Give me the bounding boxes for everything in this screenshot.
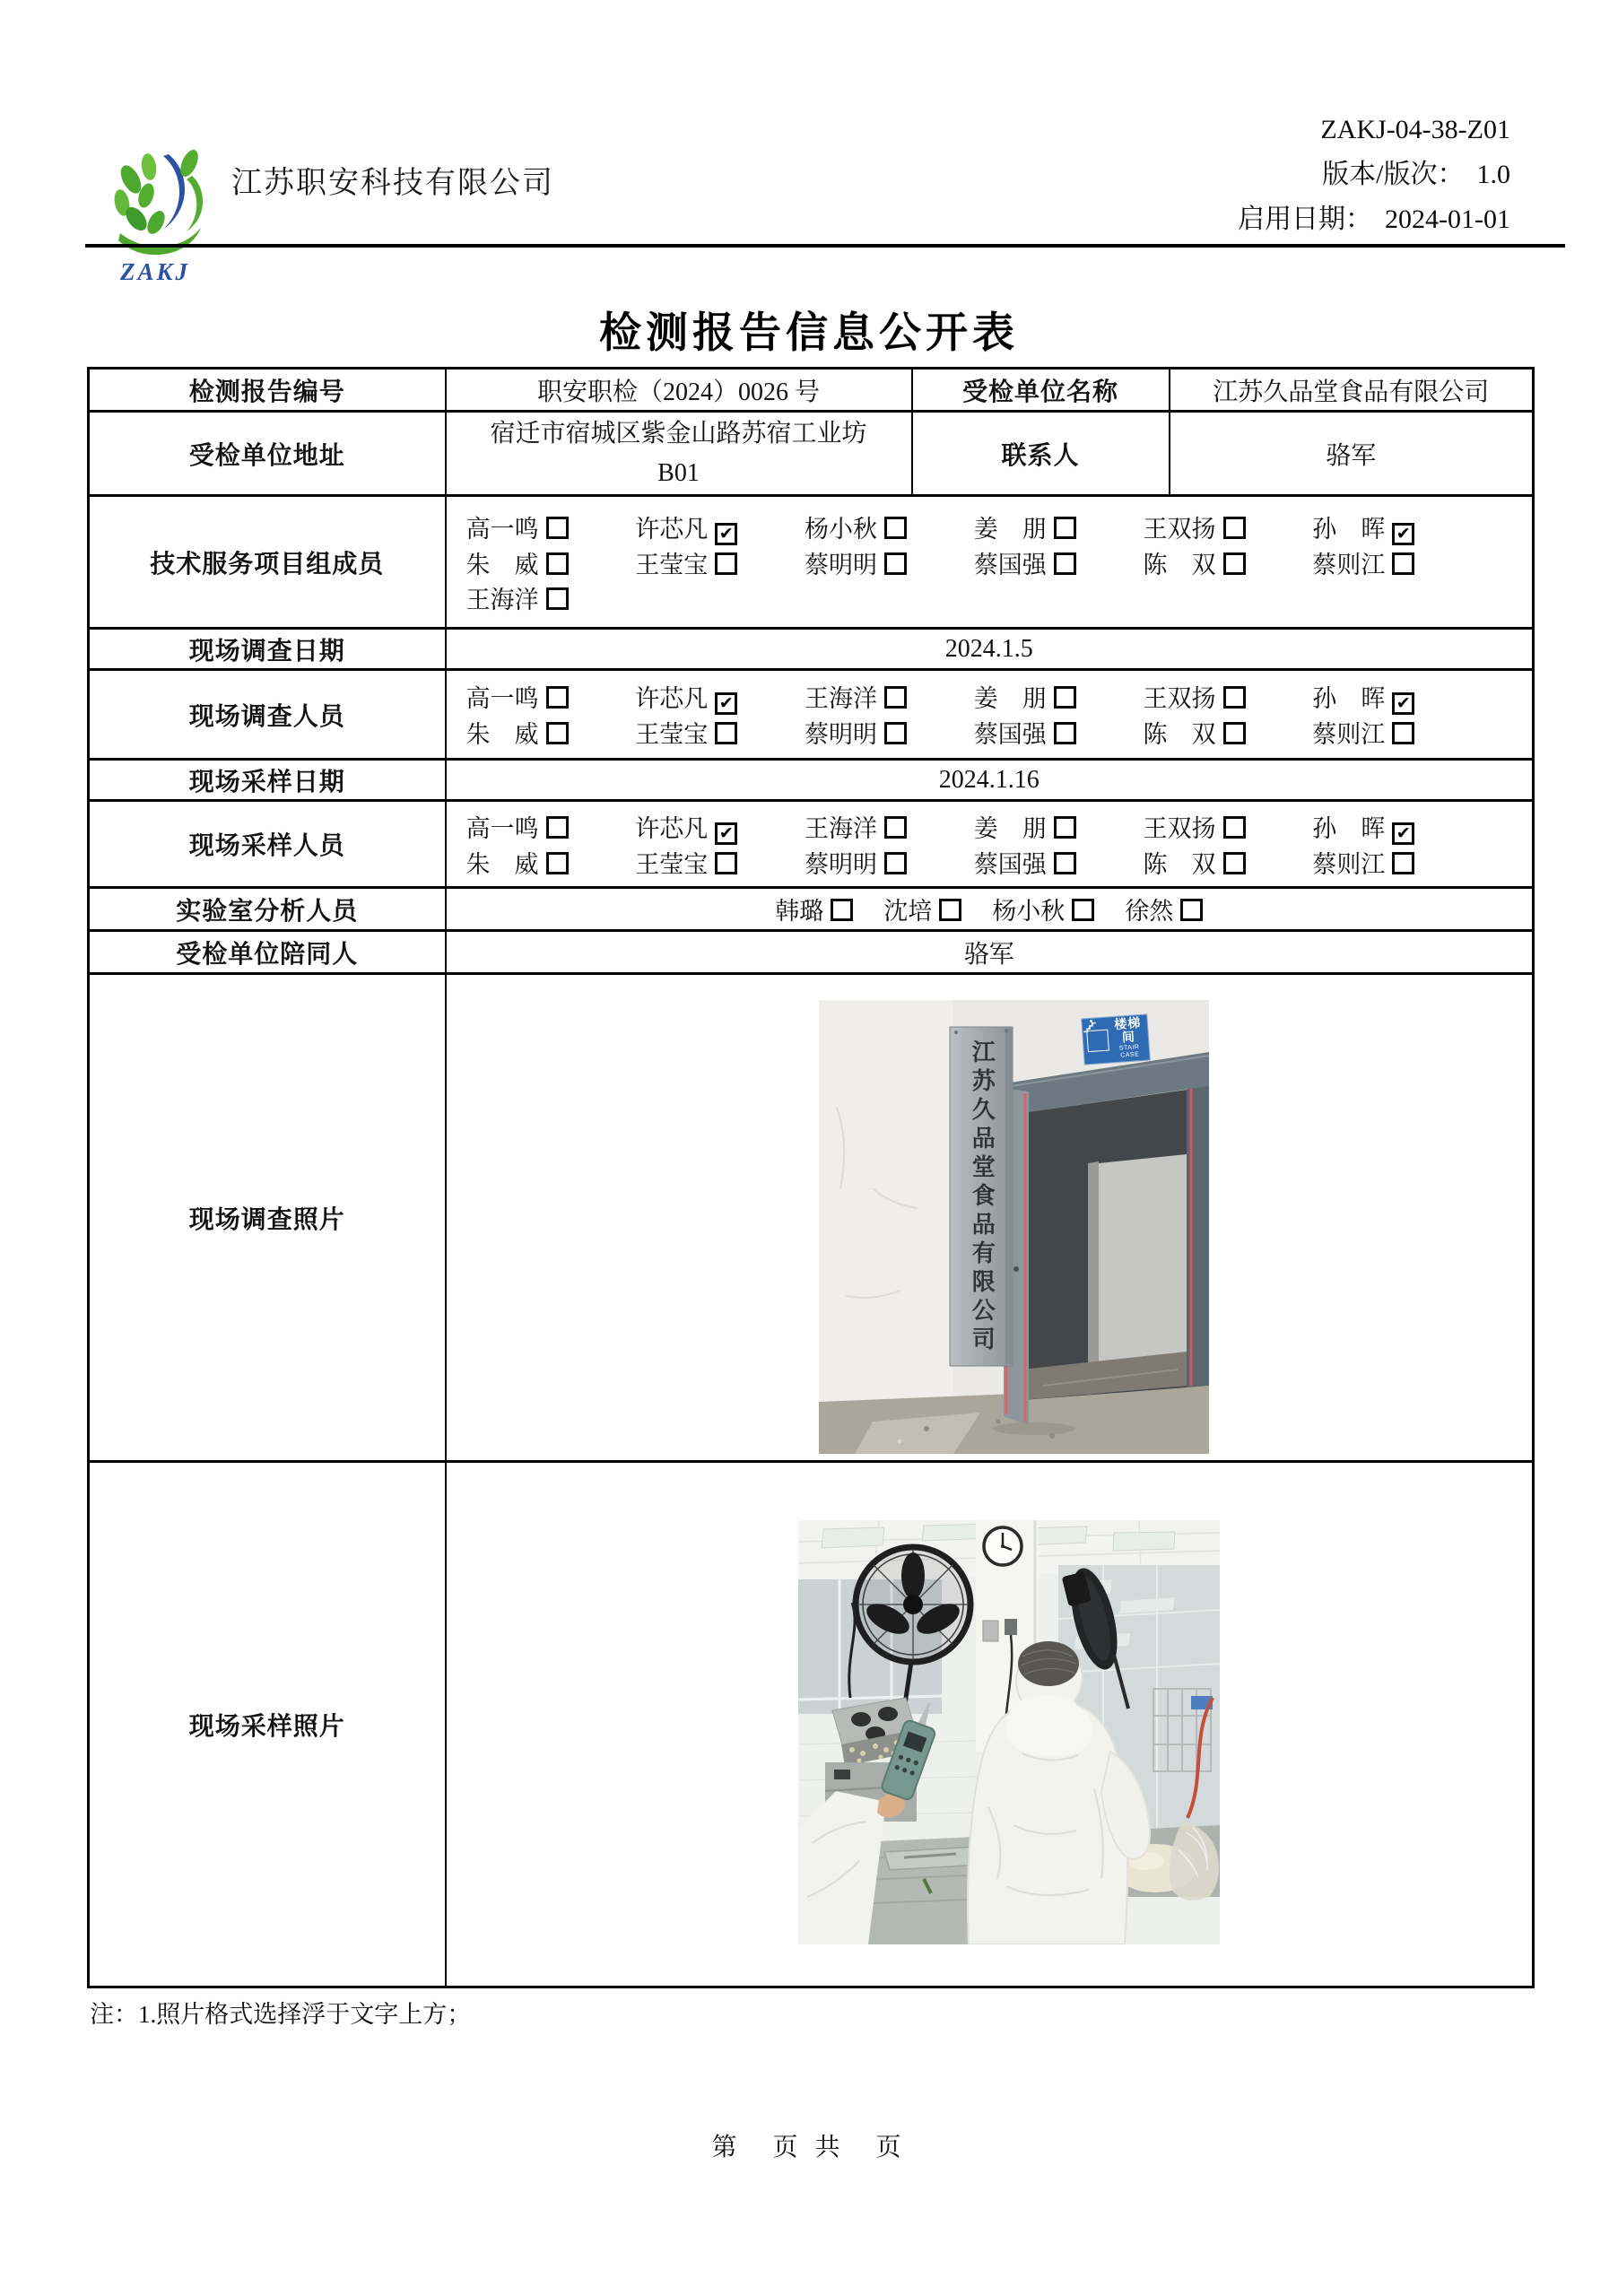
member-item bbox=[1144, 545, 1313, 580]
team-member-list bbox=[447, 509, 1533, 615]
member-item bbox=[635, 509, 805, 545]
member-name: 姜 朋 bbox=[973, 814, 1047, 842]
member-item bbox=[805, 679, 974, 715]
member-item bbox=[466, 545, 636, 580]
checkbox-unchecked-icon[interactable] bbox=[1054, 722, 1076, 744]
survey-date-label: 现场调查日期 bbox=[89, 629, 446, 670]
member-item bbox=[805, 509, 974, 545]
report-no-value: 职安职检（2024）0026 号 bbox=[446, 369, 912, 412]
member-item bbox=[974, 679, 1144, 715]
checkbox-unchecked-icon[interactable] bbox=[1054, 552, 1076, 575]
member-name: 王莹宝 bbox=[635, 551, 709, 578]
member-name: 蔡国强 bbox=[973, 721, 1047, 748]
member-name: 王双扬 bbox=[1143, 685, 1216, 712]
staircase-sign bbox=[1082, 1013, 1151, 1065]
checkbox-unchecked-icon[interactable] bbox=[884, 517, 907, 539]
checkbox-unchecked-icon[interactable] bbox=[546, 722, 569, 744]
survey-photo-label: 现场调查照片 bbox=[89, 974, 446, 1462]
member-name: 王海洋 bbox=[805, 814, 877, 842]
member-item bbox=[1144, 679, 1313, 715]
member-name: 朱 威 bbox=[465, 850, 539, 878]
member-name: 杨小秋 bbox=[992, 898, 1066, 925]
member-name: 姜 朋 bbox=[973, 685, 1047, 712]
member-item bbox=[805, 845, 974, 880]
checkbox-unchecked-icon[interactable] bbox=[1223, 686, 1246, 709]
member-item bbox=[974, 715, 1144, 750]
accompany-value: 骆军 bbox=[446, 931, 1534, 974]
checkbox-checked-icon[interactable]: ✔ bbox=[715, 822, 737, 845]
member-item bbox=[1312, 715, 1482, 750]
checkbox-unchecked-icon[interactable] bbox=[1223, 517, 1246, 539]
footnote: 注：1.照片格式选择浮于文字上方； bbox=[90, 2001, 472, 2028]
member-name: 许芯凡 bbox=[635, 814, 709, 842]
member-item bbox=[635, 679, 805, 715]
version-value: 1.0 bbox=[1476, 160, 1510, 189]
row-accompany bbox=[89, 931, 1534, 974]
member-item bbox=[992, 891, 1094, 926]
checkbox-unchecked-icon[interactable] bbox=[939, 899, 961, 921]
survey-date-value: 2024.1.5 bbox=[446, 629, 1534, 670]
member-name: 王海洋 bbox=[805, 685, 877, 712]
member-item bbox=[1312, 679, 1482, 715]
info-table bbox=[87, 367, 1535, 1988]
member-item bbox=[1312, 545, 1482, 580]
member-item bbox=[1312, 845, 1482, 880]
member-item bbox=[883, 891, 961, 926]
survey-photo bbox=[819, 1000, 1209, 1454]
member-name: 王莹宝 bbox=[635, 721, 709, 748]
member-line bbox=[447, 809, 1533, 845]
staircase-sign-en: STAIR CASE bbox=[1118, 1044, 1140, 1058]
member-name: 陈 双 bbox=[1143, 721, 1216, 748]
row-unit-address bbox=[89, 412, 1534, 496]
row-survey-photo bbox=[89, 974, 1534, 1462]
member-item bbox=[466, 580, 636, 615]
member-item bbox=[466, 715, 636, 750]
member-item bbox=[1144, 809, 1313, 845]
sampling-date-value: 2024.1.16 bbox=[446, 760, 1534, 801]
checkbox-checked-icon[interactable]: ✔ bbox=[1392, 523, 1414, 545]
stairs-icon bbox=[1086, 1029, 1109, 1052]
member-item bbox=[635, 545, 805, 580]
lab-staff-cell bbox=[446, 888, 1534, 931]
document-meta bbox=[1238, 108, 1510, 242]
member-name: 朱 威 bbox=[465, 721, 539, 748]
checkbox-unchecked-icon[interactable] bbox=[1054, 852, 1076, 874]
member-name: 许芯凡 bbox=[635, 515, 709, 543]
member-line bbox=[447, 545, 1533, 580]
member-name: 蔡则江 bbox=[1312, 551, 1386, 578]
checkbox-unchecked-icon[interactable] bbox=[1392, 852, 1414, 874]
checkbox-unchecked-icon[interactable] bbox=[715, 852, 737, 874]
member-name: 蔡国强 bbox=[973, 551, 1047, 578]
contact-label: 联系人 bbox=[912, 412, 1170, 496]
member-name: 姜 朋 bbox=[973, 515, 1047, 543]
checkbox-unchecked-icon[interactable] bbox=[831, 899, 853, 921]
doc-effective-date bbox=[1238, 197, 1510, 242]
member-item bbox=[1144, 845, 1313, 880]
sampling-date-label: 现场采样日期 bbox=[89, 760, 446, 801]
row-survey-date bbox=[89, 629, 1534, 670]
member-name: 韩璐 bbox=[775, 898, 824, 925]
member-item bbox=[466, 809, 636, 845]
member-item bbox=[466, 845, 636, 880]
member-item bbox=[466, 509, 636, 545]
checkbox-checked-icon[interactable]: ✔ bbox=[1392, 822, 1414, 845]
row-sampling-date bbox=[89, 760, 1534, 801]
report-no-label: 检测报告编号 bbox=[89, 369, 446, 412]
member-name: 高一鸣 bbox=[465, 515, 539, 543]
checkbox-checked-icon[interactable]: ✔ bbox=[1392, 692, 1414, 715]
row-report-no bbox=[89, 369, 1534, 412]
member-item bbox=[805, 715, 974, 750]
checkbox-unchecked-icon[interactable] bbox=[1180, 899, 1203, 921]
logo-zakj-text: ZAKJ bbox=[120, 258, 191, 285]
member-item bbox=[1312, 809, 1482, 845]
checkbox-unchecked-icon[interactable] bbox=[715, 552, 737, 575]
member-name: 王双扬 bbox=[1143, 515, 1216, 543]
member-item bbox=[974, 845, 1144, 880]
member-item bbox=[805, 545, 974, 580]
checkbox-unchecked-icon[interactable] bbox=[546, 587, 569, 610]
checkbox-unchecked-icon[interactable] bbox=[884, 722, 907, 744]
member-item bbox=[974, 509, 1144, 545]
member-name: 孙 晖 bbox=[1312, 515, 1386, 543]
member-name: 许芯凡 bbox=[635, 685, 709, 712]
member-name: 孙 晖 bbox=[1312, 814, 1386, 842]
address-line-2: B01 bbox=[657, 458, 700, 487]
member-item bbox=[466, 679, 636, 715]
checkbox-unchecked-icon[interactable] bbox=[1054, 816, 1076, 839]
unit-address-value bbox=[446, 412, 912, 496]
contact-value: 骆军 bbox=[1170, 412, 1534, 496]
member-name: 陈 双 bbox=[1143, 850, 1216, 878]
unit-address-label: 受检单位地址 bbox=[89, 412, 446, 496]
sampling-photo-label: 现场采样照片 bbox=[89, 1462, 446, 1987]
checkbox-unchecked-icon[interactable] bbox=[546, 552, 569, 575]
member-name: 蔡则江 bbox=[1312, 850, 1386, 878]
member-line bbox=[447, 580, 1533, 615]
member-line bbox=[447, 891, 1533, 926]
date-label: 启用日期： bbox=[1238, 204, 1373, 234]
member-name: 沈培 bbox=[883, 898, 933, 925]
member-name: 王双扬 bbox=[1143, 814, 1216, 842]
member-name: 高一鸣 bbox=[465, 685, 539, 712]
sampling-photo bbox=[798, 1520, 1220, 1944]
member-name: 蔡国强 bbox=[973, 850, 1047, 878]
member-item bbox=[974, 809, 1144, 845]
staircase-sign-cn: 楼梯间 bbox=[1114, 1016, 1143, 1045]
checkbox-unchecked-icon[interactable] bbox=[1054, 686, 1076, 709]
member-line bbox=[447, 715, 1533, 750]
unit-name-value: 江苏久品堂食品有限公司 bbox=[1170, 369, 1534, 412]
team-label: 技术服务项目组成员 bbox=[89, 496, 446, 629]
survey-photo-cell bbox=[446, 974, 1534, 1462]
checkbox-unchecked-icon[interactable] bbox=[1223, 722, 1246, 744]
checkbox-unchecked-icon[interactable] bbox=[884, 816, 907, 839]
member-item bbox=[635, 845, 805, 880]
member-item bbox=[775, 891, 853, 926]
checkbox-unchecked-icon[interactable] bbox=[884, 552, 907, 575]
checkbox-unchecked-icon[interactable] bbox=[1054, 517, 1076, 539]
member-item bbox=[1125, 891, 1203, 926]
survey-staff-cell bbox=[446, 670, 1534, 760]
checkbox-unchecked-icon[interactable] bbox=[1392, 722, 1414, 744]
checkbox-unchecked-icon[interactable] bbox=[715, 722, 737, 744]
accompany-label: 受检单位陪同人 bbox=[89, 931, 446, 974]
lab-staff-list bbox=[447, 891, 1533, 926]
version-label: 版本/版次： bbox=[1322, 160, 1465, 189]
row-sampling-photo bbox=[89, 1462, 1534, 1987]
address-line-1: 宿迁市宿城区紫金山路苏宿工业坊 bbox=[490, 419, 867, 448]
member-name: 陈 双 bbox=[1143, 551, 1216, 578]
checkbox-unchecked-icon[interactable] bbox=[884, 852, 907, 874]
member-item bbox=[805, 809, 974, 845]
page-footer: 第 页 共 页 bbox=[711, 2134, 907, 2161]
company-name: 江苏职安科技有限公司 bbox=[231, 167, 554, 200]
member-name: 徐然 bbox=[1125, 898, 1174, 925]
row-survey-staff bbox=[89, 670, 1534, 760]
member-name: 蔡明明 bbox=[805, 850, 877, 878]
member-item bbox=[1312, 509, 1482, 545]
member-name: 蔡则江 bbox=[1312, 721, 1386, 748]
checkbox-unchecked-icon[interactable] bbox=[546, 816, 569, 839]
member-name: 蔡明明 bbox=[805, 551, 877, 578]
doc-code: ZAKJ-04-38-Z01 bbox=[1320, 115, 1510, 144]
sampling-staff-cell bbox=[446, 801, 1534, 888]
sampling-photo-cell bbox=[446, 1462, 1534, 1987]
member-item bbox=[635, 809, 805, 845]
member-name: 孙 晖 bbox=[1312, 685, 1386, 712]
member-name: 王莹宝 bbox=[635, 850, 709, 878]
header-rule bbox=[85, 244, 1565, 248]
checkbox-unchecked-icon[interactable] bbox=[1392, 552, 1414, 575]
row-team-members bbox=[89, 496, 1534, 629]
member-item bbox=[974, 545, 1144, 580]
member-line bbox=[447, 679, 1533, 715]
checkbox-unchecked-icon[interactable] bbox=[1223, 552, 1246, 575]
member-item bbox=[1144, 509, 1313, 545]
unit-name-label: 受检单位名称 bbox=[912, 369, 1170, 412]
member-name: 蔡明明 bbox=[805, 721, 877, 748]
checkbox-unchecked-icon[interactable] bbox=[1072, 899, 1094, 921]
member-name: 朱 威 bbox=[465, 551, 539, 578]
sampling-staff-label: 现场采样人员 bbox=[89, 801, 446, 888]
row-lab-staff bbox=[89, 888, 1534, 931]
member-item bbox=[1144, 715, 1313, 750]
checkbox-unchecked-icon[interactable] bbox=[1223, 852, 1246, 874]
member-name: 高一鸣 bbox=[465, 814, 539, 842]
team-members-cell bbox=[446, 496, 1534, 629]
lab-staff-label: 实验室分析人员 bbox=[89, 888, 446, 931]
doc-version bbox=[1238, 152, 1510, 197]
member-name: 王海洋 bbox=[465, 586, 539, 613]
member-line bbox=[447, 509, 1533, 545]
member-line bbox=[447, 845, 1533, 880]
checkbox-unchecked-icon[interactable] bbox=[1223, 816, 1246, 839]
row-sampling-staff bbox=[89, 801, 1534, 888]
survey-staff-list bbox=[447, 679, 1533, 750]
member-name: 杨小秋 bbox=[805, 515, 877, 543]
member-item bbox=[635, 715, 805, 750]
sampling-staff-list bbox=[447, 809, 1533, 880]
checkbox-unchecked-icon[interactable] bbox=[546, 517, 569, 539]
checkbox-unchecked-icon[interactable] bbox=[546, 852, 569, 874]
checkbox-unchecked-icon[interactable] bbox=[884, 686, 907, 709]
survey-staff-label: 现场调查人员 bbox=[89, 670, 446, 760]
checkbox-checked-icon[interactable]: ✔ bbox=[715, 692, 737, 715]
date-value: 2024-01-01 bbox=[1385, 204, 1510, 234]
page-title: 检测报告信息公开表 bbox=[599, 310, 1019, 357]
checkbox-checked-icon[interactable]: ✔ bbox=[715, 523, 737, 545]
company-sign-text: 江苏久品堂食品有限公司 bbox=[969, 1039, 996, 1355]
checkbox-unchecked-icon[interactable] bbox=[546, 686, 569, 709]
